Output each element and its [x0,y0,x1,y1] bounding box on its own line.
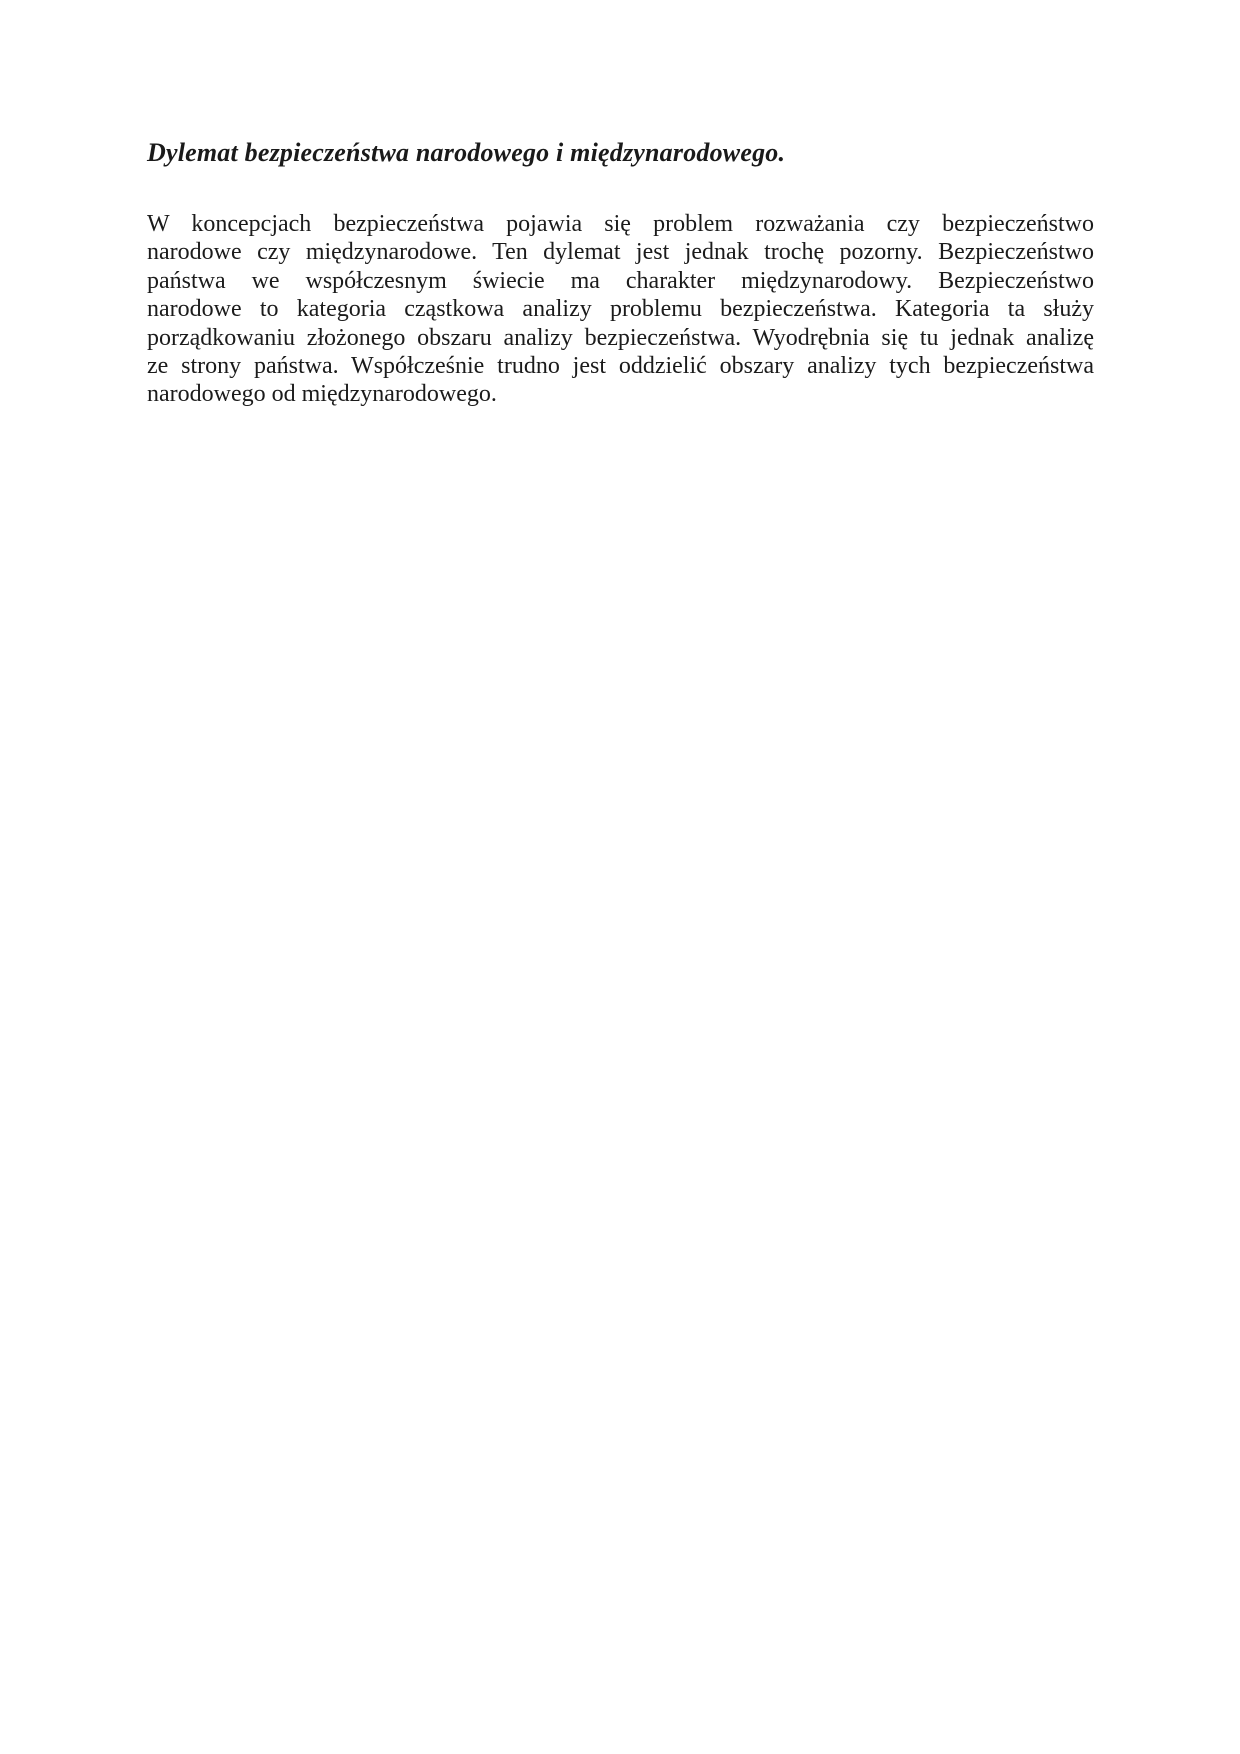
paragraph-line: W koncepcjach bezpieczeństwa pojawia się problem rozważania czy bezpieczeństwo [147,211,1094,237]
paragraph-line: ze strony państwa. Współcześnie trudno jest oddzielić obszary analizy tych bezpieczeństwa [147,353,1094,380]
paragraph-line: państwa we współczesnym świecie ma charakter międzynarodowy. Bezpieczeństwo [147,267,1094,294]
document-title: Dylemat bezpieczeństwa narodowego i międzynarodowego. [147,138,786,167]
document-content [147,136,1094,409]
paragraph [147,210,1094,409]
paragraph-line: narodowe czy międzynarodowe. Ten dylemat jest jednak trochę pozorny. Bezpieczeństwo [147,239,1094,266]
paragraph-line: porządkowaniu złożonego obszaru analizy bezpieczeństwa. Wyodrębnia się tu jednak analizę [147,324,1094,351]
paragraph-line: narodowe to kategoria cząstkowa analizy problemu bezpieczeństwa. Kategoria ta służy [147,296,1094,323]
paragraph-line: narodowego od międzynarodowego. [147,381,497,408]
